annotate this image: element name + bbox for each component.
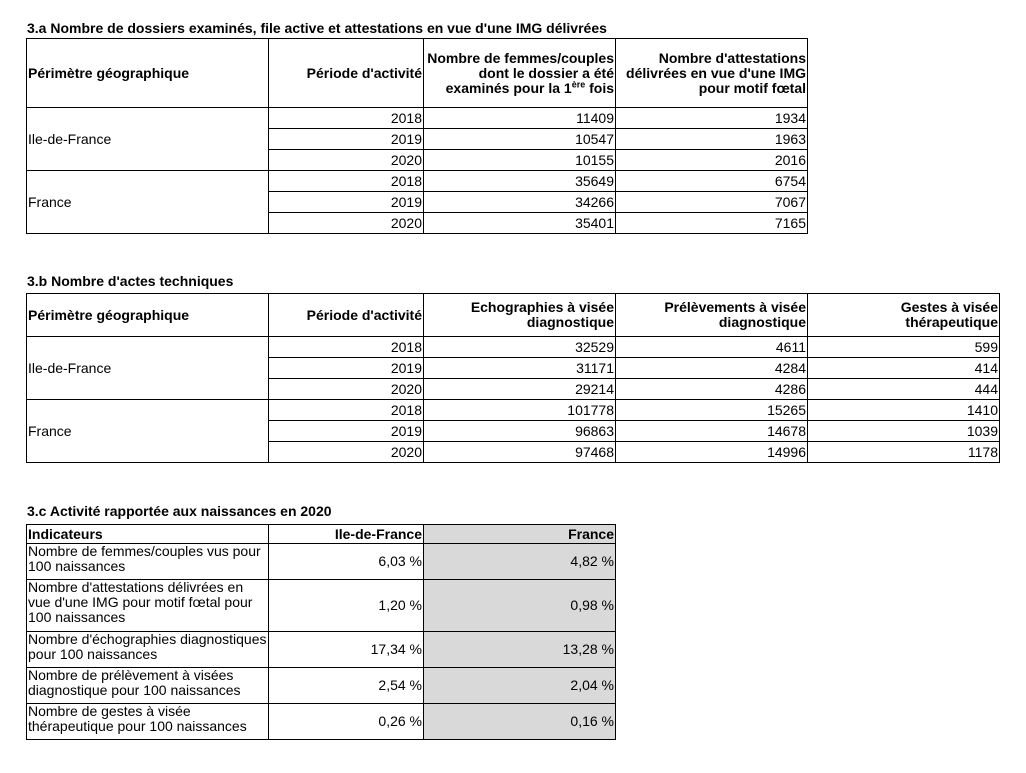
echo-cell: 31171 [424,358,616,379]
echo-cell: 97468 [424,442,616,463]
france-value: 2,04 % [424,668,616,704]
table-row [27,632,616,668]
year-cell: 2018 [269,400,424,421]
header-femmes: Nombre de femmes/couples dont le dossier a été examinés pour la 1ère fois [424,39,616,108]
france-value: 4,82 % [424,544,616,580]
france-value: 0,16 % [424,704,616,740]
year-cell: 2020 [269,379,424,400]
prel-cell: 4611 [616,337,808,358]
idf-value: 0,26 % [269,704,424,740]
header-idf: Ile-de-France [269,525,424,544]
attestations-cell: 1934 [616,108,808,129]
table-row [27,108,808,129]
table-row [27,668,616,704]
group-label-idf: Ile-de-France [27,108,269,171]
attestations-cell: 1963 [616,129,808,150]
prel-cell: 14996 [616,442,808,463]
table-row [27,544,616,580]
header-periode: Période d'activité [269,294,424,337]
attestations-cell: 7067 [616,192,808,213]
table-activite-naissances [26,524,616,740]
group-label-france: France [27,400,269,463]
year-cell: 2019 [269,129,424,150]
france-value: 0,98 % [424,580,616,632]
idf-value: 2,54 % [269,668,424,704]
table-row [27,171,808,192]
idf-value: 17,34 % [269,632,424,668]
table-actes-techniques [26,293,1000,463]
prel-cell: 15265 [616,400,808,421]
indicator-label: Nombre d'échographies diagnostiques pour 100 naissances [27,632,269,668]
header-echographies: Echographies à visée diagnostique [424,294,616,337]
table-dossiers-examines [26,38,808,234]
prel-cell: 4286 [616,379,808,400]
indicator-label: Nombre de gestes à visée thérapeutique pour 100 naissances [27,704,269,740]
header-prelevements: Prélèvements à visée diagnostique [616,294,808,337]
header-perimetre: Périmètre géographique [27,39,269,108]
header-indicateurs: Indicateurs [27,525,269,544]
echo-cell: 101778 [424,400,616,421]
year-cell: 2019 [269,358,424,379]
header-france: France [424,525,616,544]
indicator-label: Nombre de prélèvement à visées diagnostique pour 100 naissances [27,668,269,704]
group-label-idf: Ile-de-France [27,337,269,400]
table-row [27,400,1000,421]
idf-value: 1,20 % [269,580,424,632]
femmes-cell: 11409 [424,108,616,129]
gestes-cell: 1039 [808,421,1000,442]
section-c-title: 3.c Activité rapportée aux naissances en 2020 [27,503,332,519]
year-cell: 2018 [269,171,424,192]
prel-cell: 14678 [616,421,808,442]
section-a-title: 3.a Nombre de dossiers examinés, file active et attestations en vue d'une IMG délivrées [27,20,607,36]
year-cell: 2020 [269,150,424,171]
gestes-cell: 599 [808,337,1000,358]
femmes-cell: 10547 [424,129,616,150]
year-cell: 2019 [269,192,424,213]
femmes-cell: 34266 [424,192,616,213]
femmes-cell: 35401 [424,213,616,234]
attestations-cell: 2016 [616,150,808,171]
header-gestes: Gestes à visée thérapeutique [808,294,1000,337]
table-row [27,580,616,632]
gestes-cell: 444 [808,379,1000,400]
echo-cell: 29214 [424,379,616,400]
header-perimetre: Périmètre géographique [27,294,269,337]
echo-cell: 32529 [424,337,616,358]
prel-cell: 4284 [616,358,808,379]
table-row [27,704,616,740]
attestations-cell: 6754 [616,171,808,192]
year-cell: 2018 [269,108,424,129]
section-b-title: 3.b Nombre d'actes techniques [27,273,234,289]
group-label-france: France [27,171,269,234]
indicator-label: Nombre d'attestations délivrées en vue d'une IMG pour motif fœtal pour 100 naissances [27,580,269,632]
idf-value: 6,03 % [269,544,424,580]
table-row [27,337,1000,358]
year-cell: 2018 [269,337,424,358]
header-periode: Période d'activité [269,39,424,108]
gestes-cell: 1410 [808,400,1000,421]
gestes-cell: 414 [808,358,1000,379]
header-attestations: Nombre d'attestations délivrées en vue d'une IMG pour motif fœtal [616,39,808,108]
gestes-cell: 1178 [808,442,1000,463]
year-cell: 2019 [269,421,424,442]
indicator-label: Nombre de femmes/couples vus pour 100 naissances [27,544,269,580]
year-cell: 2020 [269,213,424,234]
year-cell: 2020 [269,442,424,463]
echo-cell: 96863 [424,421,616,442]
femmes-cell: 35649 [424,171,616,192]
femmes-cell: 10155 [424,150,616,171]
france-value: 13,28 % [424,632,616,668]
attestations-cell: 7165 [616,213,808,234]
